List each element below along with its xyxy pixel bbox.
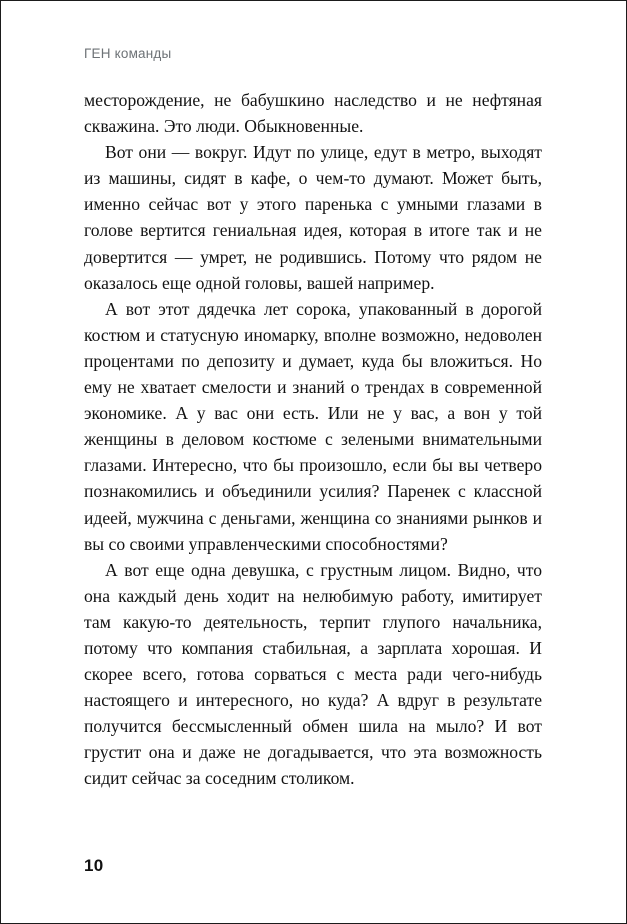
paragraph: Вот они — вокруг. Идут по улице, едут в метро, выходят из машины, сидят в кафе, о чем-то думают. Может быть, именно сейчас вот у этого паренька с умными глазами в голове вертится гениальная идея, которая в итоге так и не довертится — умрет, не родившись. Потому что рядом не оказалось еще одной головы, вашей например.: [84, 142, 542, 293]
paragraph: месторождение, не бабушкино наследство и не нефтяная скважина. Это люди. Обыкновенные.: [84, 90, 542, 137]
paragraph: А вот еще одна девушка, с грустным лицом. Видно, что она каждый день ходит на нелюбимую работу, имитирует там какую-то деятельность, терпит глупого начальника, потому что компания стабильная, а зарплата хорошая. И скорее всего, готова сорваться с места ради чего-нибудь настоящего и интересного, но куда? А вдруг в результате получится бессмысленный обмен шила на мыло? И вот грустит она и даже не догадывается, что эта возможность сидит сейчас за соседним столиком.: [84, 559, 542, 789]
paragraph: А вот этот дядечка лет сорока, упакованный в дорогой костюм и статусную иномарку, вполне возможно, недоволен процентами по депозиту и думает, куда бы вложиться. Но ему не хватает смелости и знаний о трендах в современной экономике. А у вас они есть. Или не у вас, а вон у той женщины в деловом костюме с зелеными внимательными глазами. Интересно, что бы произошло, если бы вы четверо познакомились и объединили усилия? Паренек с классной идеей, мужчина с деньгами, женщина со знаниями рынков и вы со своими управленческими способностями?: [84, 298, 542, 554]
body-text-block: [84, 87, 542, 792]
page-number: 10: [84, 856, 104, 875]
running-head: ГЕН команды: [84, 46, 172, 61]
